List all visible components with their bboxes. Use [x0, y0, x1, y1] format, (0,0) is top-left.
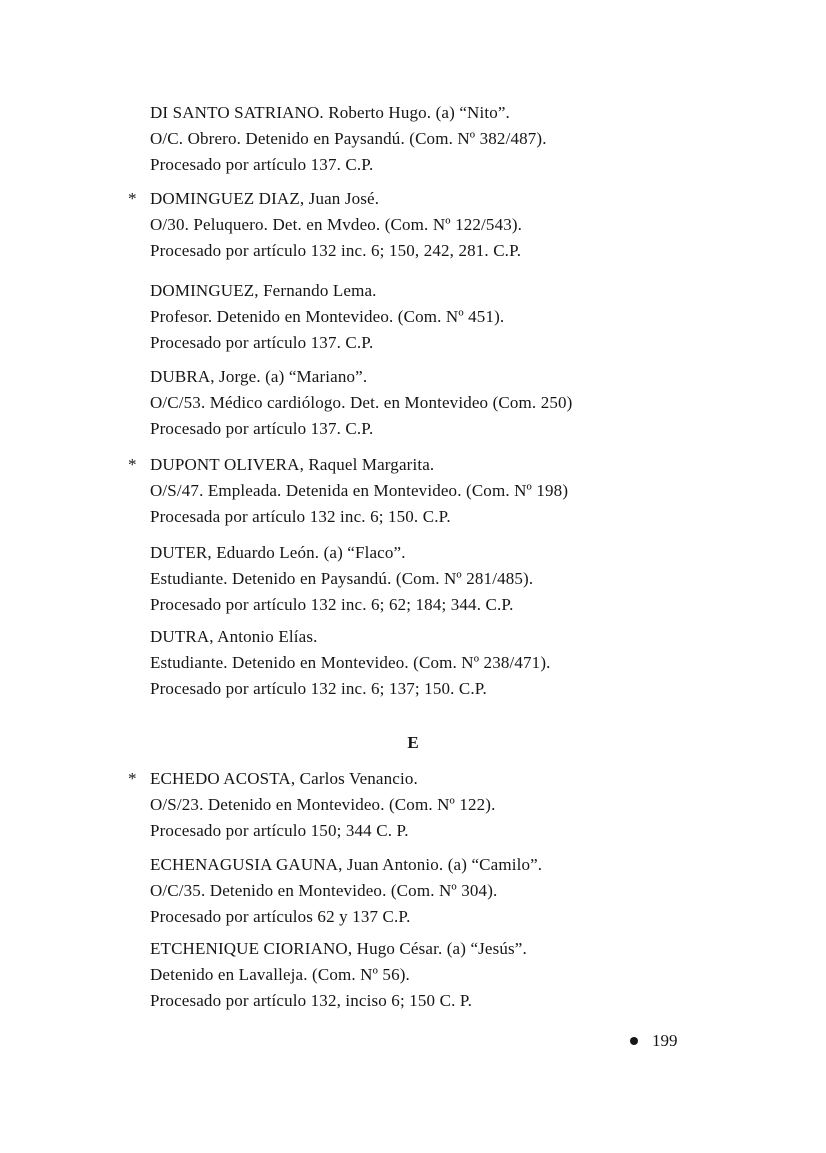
entry-process-line: Procesado por artículo 137. C.P. [150, 419, 374, 438]
entry-name-line: DUTRA, Antonio Elías. [150, 627, 318, 646]
entry-duter [150, 540, 730, 618]
asterisk-marker: * [128, 189, 137, 208]
entry-detail-line: O/C. Obrero. Detenido en Paysandú. (Com. Nº 382/487). [150, 129, 547, 148]
entry-process-line: Procesado por artículo 132 inc. 6; 150, 242, 281. C.P. [150, 241, 522, 260]
entry-detail-line: Estudiante. Detenido en Paysandú. (Com. Nº 281/485). [150, 569, 534, 588]
entry-dominguez-fernando [150, 278, 730, 356]
entry-dupont-olivera [128, 452, 730, 530]
entry-name-line: DOMINGUEZ DIAZ, Juan José. [150, 189, 380, 208]
entry-name-line: DUPONT OLIVERA, Raquel Margarita. [150, 455, 435, 474]
entry-name-line: ECHEDO ACOSTA, Carlos Venancio. [150, 769, 418, 788]
entry-echenagusia-gauna [150, 852, 730, 930]
entry-detail-line: O/S/47. Empleada. Detenida en Montevideo. (Com. Nº 198) [150, 481, 569, 500]
entry-detail-line: O/S/23. Detenido en Montevideo. (Com. Nº 122). [150, 795, 496, 814]
entry-name-line: ECHENAGUSIA GAUNA, Juan Antonio. (a) “Camilo”. [150, 855, 543, 874]
entry-process-line: Procesado por artículo 132, inciso 6; 150 C. P. [150, 991, 472, 1010]
entry-process-line: Procesado por artículo 132 inc. 6; 62; 184; 344. C.P. [150, 595, 514, 614]
entry-process-line: Procesado por artículo 137. C.P. [150, 155, 374, 174]
entry-process-line: Procesado por artículos 62 y 137 C.P. [150, 907, 411, 926]
entry-name-line: DOMINGUEZ, Fernando Lema. [150, 281, 377, 300]
entry-name-line: DUBRA, Jorge. (a) “Mariano”. [150, 367, 368, 386]
entry-detail-line: O/30. Peluquero. Det. en Mvdeo. (Com. Nº 122/543). [150, 215, 523, 234]
entry-name-line: ETCHENIQUE CIORIANO, Hugo César. (a) “Jesús”. [150, 939, 527, 958]
page-footer [630, 1028, 678, 1054]
entry-process-line: Procesado por artículo 137. C.P. [150, 333, 374, 352]
entry-detail-line: O/C/35. Detenido en Montevideo. (Com. Nº 304). [150, 881, 498, 900]
entry-di-santo-satriano [150, 100, 730, 178]
entry-detail-line: Estudiante. Detenido en Montevideo. (Com. Nº 238/471). [150, 653, 551, 672]
entry-name-line: DUTER, Eduardo León. (a) “Flaco”. [150, 543, 406, 562]
page-number: 199 [652, 1031, 678, 1050]
entry-process-line: Procesado por artículo 132 inc. 6; 137; 150. C.P. [150, 679, 487, 698]
bullet-icon [630, 1037, 638, 1045]
entry-name-line: DI SANTO SATRIANO. Roberto Hugo. (a) “Nito”. [150, 103, 510, 122]
entry-detail-line: Profesor. Detenido en Montevideo. (Com. Nº 451). [150, 307, 505, 326]
entry-dubra [150, 364, 730, 442]
entry-process-line: Procesada por artículo 132 inc. 6; 150. C.P. [150, 507, 451, 526]
entry-process-line: Procesado por artículo 150; 344 C. P. [150, 821, 409, 840]
section-letter: E [407, 733, 419, 752]
entry-dutra [150, 624, 730, 702]
entry-dominguez-diaz [128, 186, 730, 264]
entry-detail-line: Detenido en Lavalleja. (Com. Nº 56). [150, 965, 410, 984]
entry-detail-line: O/C/53. Médico cardiólogo. Det. en Montevideo (Com. 250) [150, 393, 573, 412]
entry-etchenique-cioriano [150, 936, 730, 1014]
asterisk-marker: * [128, 769, 137, 788]
entry-echedo-acosta [128, 766, 730, 844]
asterisk-marker: * [128, 455, 137, 474]
